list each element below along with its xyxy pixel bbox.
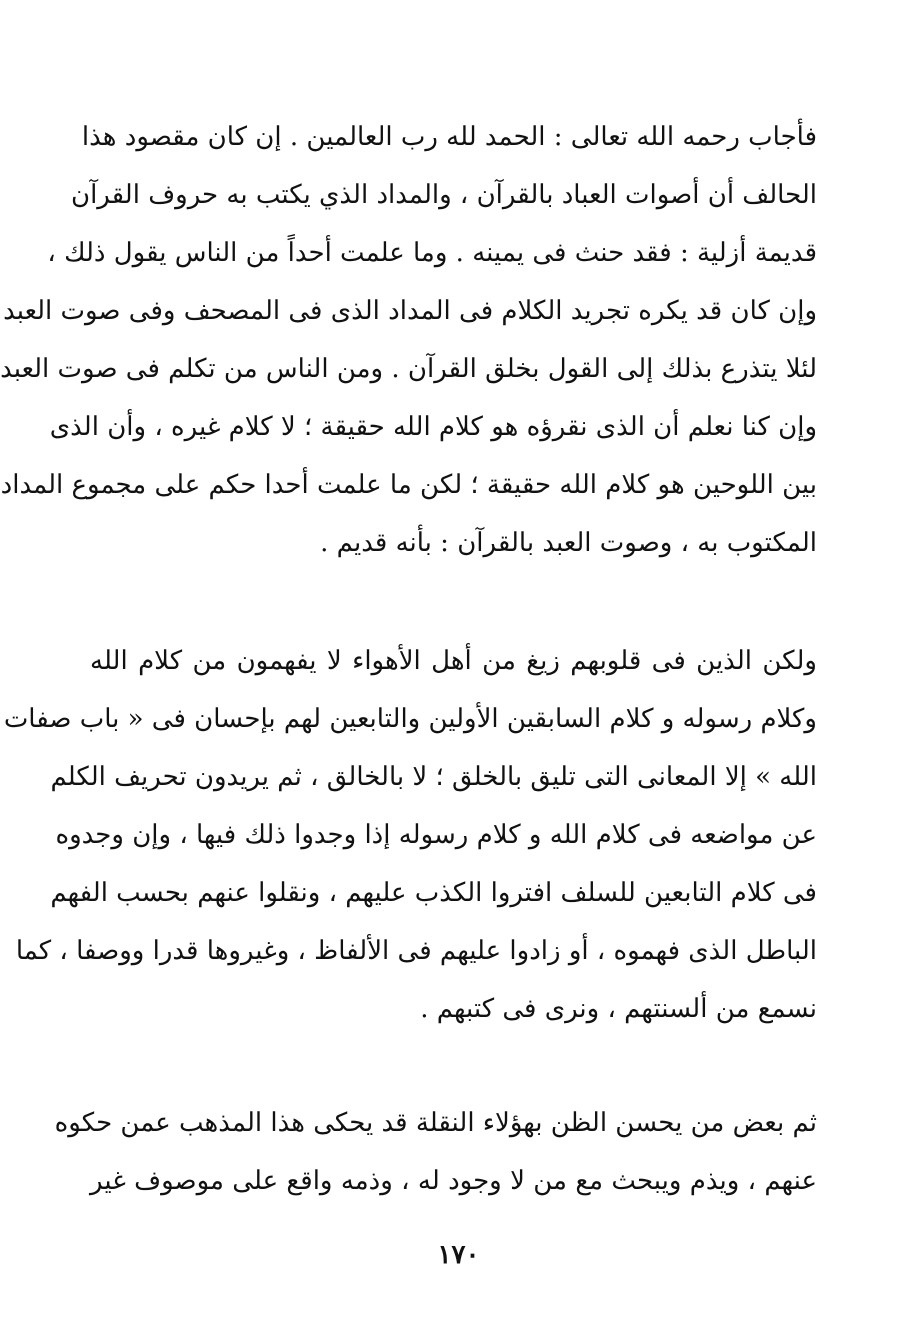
text-line: نسمع من ألسنتهم ، ونرى فى كتبهم . — [420, 994, 817, 1024]
text-line: فى كلام التابعين للسلف افتروا الكذب عليهم ، ونقلوا عنهم بحسب الفهم — [50, 878, 817, 908]
text-line: لئلا يتذرع بذلك إلى القول بخلق القرآن . ومن الناس من تكلم فى صوت العبد — [0, 354, 817, 384]
text-line: عنهم ، ويذم ويبحث مع من لا وجود له ، وذمه واقع على موصوف غير — [90, 1166, 817, 1196]
text-line: الباطل الذى فهموه ، أو زادوا عليهم فى الألفاظ ، وغيروها قدرا ووصفا ، كما — [15, 936, 817, 966]
text-line: بين اللوحين هو كلام الله حقيقة ؛ لكن ما علمت أحدا حكم على مجموع المداد — [0, 470, 817, 500]
text-line: ولكن الذين فى قلوبهم زيغ من أهل الأهواء لا يفهمون من كلام الله — [90, 646, 817, 676]
paragraph-2 — [3, 632, 817, 1038]
text-line: عن مواضعه فى كلام الله و كلام رسوله إذا وجدوا ذلك فيها ، وإن وجدوه — [55, 820, 817, 850]
paragraph-3 — [54, 1094, 817, 1210]
text-line: ثم بعض من يحسن الظن بهؤلاء النقلة قد يحكى هذا المذهب عمن حكوه — [54, 1108, 817, 1138]
text-line: وكلام رسوله و كلام السابقين الأولين والتابعين لهم بإحسان فى « باب صفات — [3, 704, 817, 734]
text-line: وإن كنا نعلم أن الذى نقرؤه هو كلام الله حقيقة ؛ لا كلام غيره ، وأن الذى — [49, 412, 817, 442]
text-line: الله » إلا المعانى التى تليق بالخلق ؛ لا بالخالق ، ثم يريدون تحريف الكلم — [50, 762, 817, 792]
paragraph-1 — [0, 108, 817, 572]
text-line: فأجاب رحمه الله تعالى : الحمد لله رب العالمين . إن كان مقصود هذا — [81, 122, 817, 152]
text-line: المكتوب به ، وصوت العبد بالقرآن : بأنه قديم . — [320, 528, 817, 558]
text-line: قديمة أزلية : فقد حنث فى يمينه . وما علمت أحداً من الناس يقول ذلك ، — [47, 238, 817, 268]
page-number: ١٧٠ — [437, 1240, 480, 1270]
text-line: وإن كان قد يكره تجريد الكلام فى المداد الذى فى المصحف وفى صوت العبد — [3, 296, 817, 326]
text-line: الحالف أن أصوات العباد بالقرآن ، والمداد الذي يكتب به حروف القرآن — [70, 180, 817, 210]
